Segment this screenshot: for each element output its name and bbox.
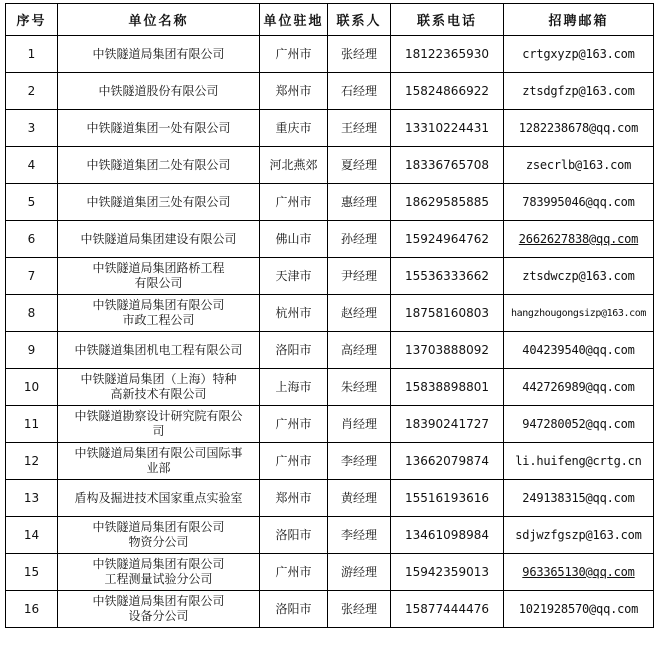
unit-name-line: 中铁隧道局集团有限公司国际事: [74, 446, 243, 460]
unit-name: [58, 517, 260, 554]
recruit-email-text: 442726989@qq.com: [522, 379, 635, 394]
unit-name: [58, 36, 260, 73]
contact-phone: 18390241727: [391, 406, 504, 443]
recruit-email-text: hangzhougongsizp@163.com: [511, 307, 646, 319]
recruit-email: [504, 295, 654, 332]
table-row: [6, 517, 654, 554]
recruit-email-text: 947280052@qq.com: [522, 416, 635, 431]
header-phone: 联系电话: [391, 4, 504, 36]
contact-phone: 15536333662: [391, 258, 504, 295]
recruit-email: [504, 73, 654, 110]
contact-phone: 15924964762: [391, 221, 504, 258]
contact-person: 黄经理: [328, 480, 391, 517]
recruit-email: [504, 369, 654, 406]
contact-person: 惠经理: [328, 184, 391, 221]
header-contact: 联系人: [328, 4, 391, 36]
unit-name: [58, 221, 260, 258]
contact-person: 李经理: [328, 517, 391, 554]
recruit-email-text: 1282238678@qq.com: [518, 120, 639, 135]
recruit-email-link[interactable]: 2662627838@qq.com: [518, 231, 639, 246]
unit-name: [58, 406, 260, 443]
contact-phone: 13461098984: [391, 517, 504, 554]
recruit-email-text: sdjwzfgszp@163.com: [515, 527, 642, 542]
recruit-email-text: 249138315@qq.com: [522, 490, 635, 505]
row-number: 9: [6, 332, 58, 369]
row-number: 2: [6, 73, 58, 110]
header-email: 招聘邮箱: [504, 4, 654, 36]
unit-name: [58, 554, 260, 591]
table-row: [6, 406, 654, 443]
contact-person: 尹经理: [328, 258, 391, 295]
header-row: [6, 4, 654, 36]
contact-phone: 15824866922: [391, 73, 504, 110]
recruit-email: [504, 591, 654, 628]
unit-location: 郑州市: [260, 73, 328, 110]
contact-phone: 15942359013: [391, 554, 504, 591]
unit-name-line: 中铁隧道集团二处有限公司: [86, 157, 231, 172]
unit-name: [58, 480, 260, 517]
table-row: [6, 36, 654, 73]
table-row: [6, 591, 654, 628]
unit-location: 佛山市: [260, 221, 328, 258]
unit-name: [58, 332, 260, 369]
recruit-email: [504, 406, 654, 443]
unit-name-line: 中铁隧道局集团路桥工程: [92, 261, 225, 275]
unit-name-line: 市政工程公司: [122, 313, 195, 327]
header-unit: 单位名称: [58, 4, 260, 36]
recruit-email-text: li.huifeng@crtg.cn: [515, 453, 642, 468]
contact-person: 夏经理: [328, 147, 391, 184]
contact-phone: 13310224431: [391, 110, 504, 147]
recruit-email-text: ztsdwczp@163.com: [522, 268, 635, 283]
unit-name: [58, 591, 260, 628]
contact-phone: 15877444476: [391, 591, 504, 628]
recruit-email: [504, 443, 654, 480]
row-number: 6: [6, 221, 58, 258]
unit-location: 洛阳市: [260, 332, 328, 369]
unit-name-line: 中铁隧道局集团有限公司: [92, 557, 225, 571]
unit-name-line: 中铁隧道股份有限公司: [98, 83, 219, 98]
row-number: 5: [6, 184, 58, 221]
recruit-email: [504, 147, 654, 184]
unit-location: 广州市: [260, 406, 328, 443]
recruit-email-text: 404239540@qq.com: [522, 342, 635, 357]
table-row: [6, 258, 654, 295]
recruit-email: [504, 517, 654, 554]
table-body: [6, 36, 654, 628]
unit-name-line: 有限公司: [134, 276, 183, 290]
unit-name-line: 中铁隧道局集团有限公司: [92, 46, 225, 61]
row-number: 14: [6, 517, 58, 554]
unit-name-line: 业部: [146, 461, 171, 475]
unit-location: 广州市: [260, 36, 328, 73]
unit-name: [58, 147, 260, 184]
table-row: [6, 369, 654, 406]
contact-person: 王经理: [328, 110, 391, 147]
recruit-email: [504, 36, 654, 73]
unit-name-line: 司: [152, 424, 165, 438]
unit-name-line: 中铁隧道勘察设计研究院有限公: [74, 409, 243, 423]
unit-name-line: 物资分公司: [128, 535, 189, 549]
recruit-email-text: 1021928570@qq.com: [518, 601, 639, 616]
recruit-email: [504, 110, 654, 147]
recruit-email: [504, 258, 654, 295]
unit-name-line: 中铁隧道局集团有限公司: [92, 520, 225, 534]
unit-name: [58, 73, 260, 110]
unit-name: [58, 443, 260, 480]
contact-person: 石经理: [328, 73, 391, 110]
unit-name-line: 中铁隧道集团一处有限公司: [86, 120, 231, 135]
contact-phone: 15838898801: [391, 369, 504, 406]
recruitment-contact-table: [5, 3, 654, 628]
row-number: 15: [6, 554, 58, 591]
contact-person: 张经理: [328, 36, 391, 73]
contact-phone: 15516193616: [391, 480, 504, 517]
contact-phone: 13703888092: [391, 332, 504, 369]
recruit-email[interactable]: [504, 554, 654, 591]
contact-person: 张经理: [328, 591, 391, 628]
row-number: 11: [6, 406, 58, 443]
row-number: 4: [6, 147, 58, 184]
table-row: [6, 110, 654, 147]
table-row: [6, 332, 654, 369]
contact-phone: 18758160803: [391, 295, 504, 332]
unit-name-line: 中铁隧道局集团（上海）特种: [80, 372, 237, 386]
row-number: 13: [6, 480, 58, 517]
contact-person: 赵经理: [328, 295, 391, 332]
table-row: [6, 295, 654, 332]
unit-name: [58, 258, 260, 295]
contact-phone: 18336765708: [391, 147, 504, 184]
table-row: [6, 554, 654, 591]
unit-name: [58, 369, 260, 406]
table-row: [6, 184, 654, 221]
unit-location: 河北燕郊: [260, 147, 328, 184]
unit-name-line: 中铁隧道集团三处有限公司: [86, 194, 231, 209]
recruit-email: [504, 332, 654, 369]
unit-location: 洛阳市: [260, 591, 328, 628]
contact-person: 游经理: [328, 554, 391, 591]
unit-name-line: 设备分公司: [128, 609, 189, 623]
unit-name: [58, 295, 260, 332]
unit-location: 重庆市: [260, 110, 328, 147]
table-row: [6, 480, 654, 517]
unit-location: 杭州市: [260, 295, 328, 332]
unit-name-line: 中铁隧道局集团有限公司: [92, 594, 225, 608]
recruit-email[interactable]: [504, 221, 654, 258]
recruit-email-text: crtgxyzp@163.com: [522, 46, 635, 61]
recruit-email: [504, 480, 654, 517]
unit-location: 广州市: [260, 443, 328, 480]
contact-person: 朱经理: [328, 369, 391, 406]
contact-phone: 13662079874: [391, 443, 504, 480]
table-row: [6, 73, 654, 110]
table-row: [6, 221, 654, 258]
unit-location: 天津市: [260, 258, 328, 295]
recruit-email: [504, 184, 654, 221]
contact-phone: 18629585885: [391, 184, 504, 221]
contact-phone: 18122365930: [391, 36, 504, 73]
contact-person: 孙经理: [328, 221, 391, 258]
row-number: 16: [6, 591, 58, 628]
unit-location: 广州市: [260, 554, 328, 591]
unit-name-line: 中铁隧道集团机电工程有限公司: [74, 342, 243, 357]
table-row: [6, 147, 654, 184]
contact-person: 肖经理: [328, 406, 391, 443]
recruit-email-text: zsecrlb@163.com: [525, 157, 632, 172]
recruit-email-text: 783995046@qq.com: [522, 194, 635, 209]
row-number: 12: [6, 443, 58, 480]
row-number: 10: [6, 369, 58, 406]
unit-location: 洛阳市: [260, 517, 328, 554]
table-row: [6, 443, 654, 480]
unit-location: 上海市: [260, 369, 328, 406]
contact-person: 高经理: [328, 332, 391, 369]
recruit-email-link[interactable]: 963365130@qq.com: [522, 564, 635, 579]
unit-name-line: 工程测量试验分公司: [104, 572, 213, 586]
unit-name-line: 高新技术有限公司: [110, 387, 207, 401]
unit-name-line: 中铁隧道局集团建设有限公司: [80, 231, 237, 246]
row-number: 8: [6, 295, 58, 332]
row-number: 7: [6, 258, 58, 295]
unit-name-line: 中铁隧道局集团有限公司: [92, 298, 225, 312]
header-location: 单位驻地: [260, 4, 328, 36]
unit-location: 郑州市: [260, 480, 328, 517]
header-no: 序号: [6, 4, 58, 36]
contact-person: 李经理: [328, 443, 391, 480]
recruit-email-text: ztsdgfzp@163.com: [522, 83, 635, 98]
unit-name-line: 盾构及掘进技术国家重点实验室: [74, 490, 243, 505]
unit-name: [58, 184, 260, 221]
row-number: 1: [6, 36, 58, 73]
row-number: 3: [6, 110, 58, 147]
unit-location: 广州市: [260, 184, 328, 221]
unit-name: [58, 110, 260, 147]
